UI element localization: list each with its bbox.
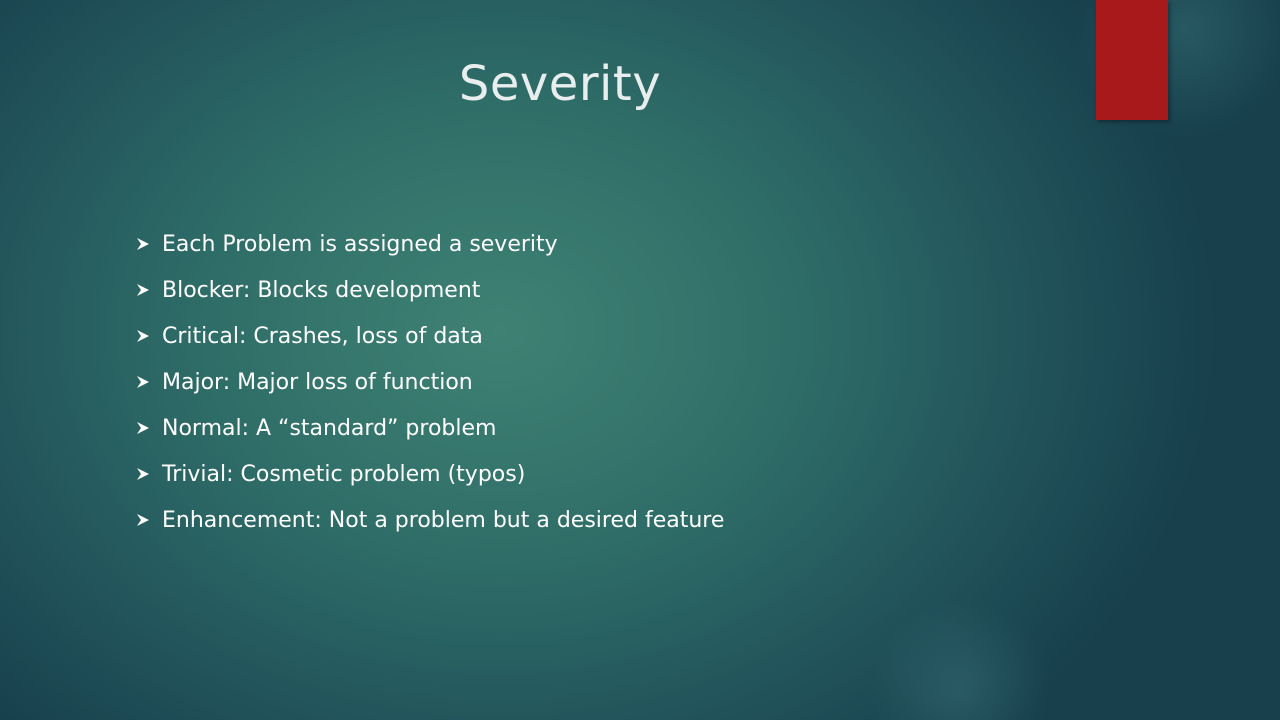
bullet-item (136, 313, 724, 359)
arrowhead-bullet-icon (136, 329, 150, 343)
bullet-text: Blocker: Blocks development (162, 277, 481, 303)
bullet-item (136, 267, 724, 313)
bullet-text: Major: Major loss of function (162, 369, 473, 395)
arrowhead-bullet-icon (136, 467, 150, 481)
arrowhead-bullet-icon (136, 375, 150, 389)
bullet-list (136, 221, 724, 543)
bullet-item (136, 359, 724, 405)
bullet-text: Enhancement: Not a problem but a desired feature (162, 507, 725, 533)
bullet-item (136, 451, 724, 497)
bullet-text: Normal: A “standard” problem (162, 415, 497, 441)
arrowhead-bullet-icon (136, 421, 150, 435)
bullet-item (136, 497, 724, 543)
arrowhead-bullet-icon (136, 513, 150, 527)
arrowhead-bullet-icon (136, 237, 150, 251)
bullet-text: Trivial: Cosmetic problem (typos) (162, 461, 526, 487)
bullet-item (136, 221, 724, 267)
bullet-text: Each Problem is assigned a severity (162, 231, 558, 257)
bullet-item (136, 405, 724, 451)
bullet-text: Critical: Crashes, loss of data (162, 323, 483, 349)
arrowhead-bullet-icon (136, 283, 150, 297)
slide-title: Severity (458, 56, 662, 112)
